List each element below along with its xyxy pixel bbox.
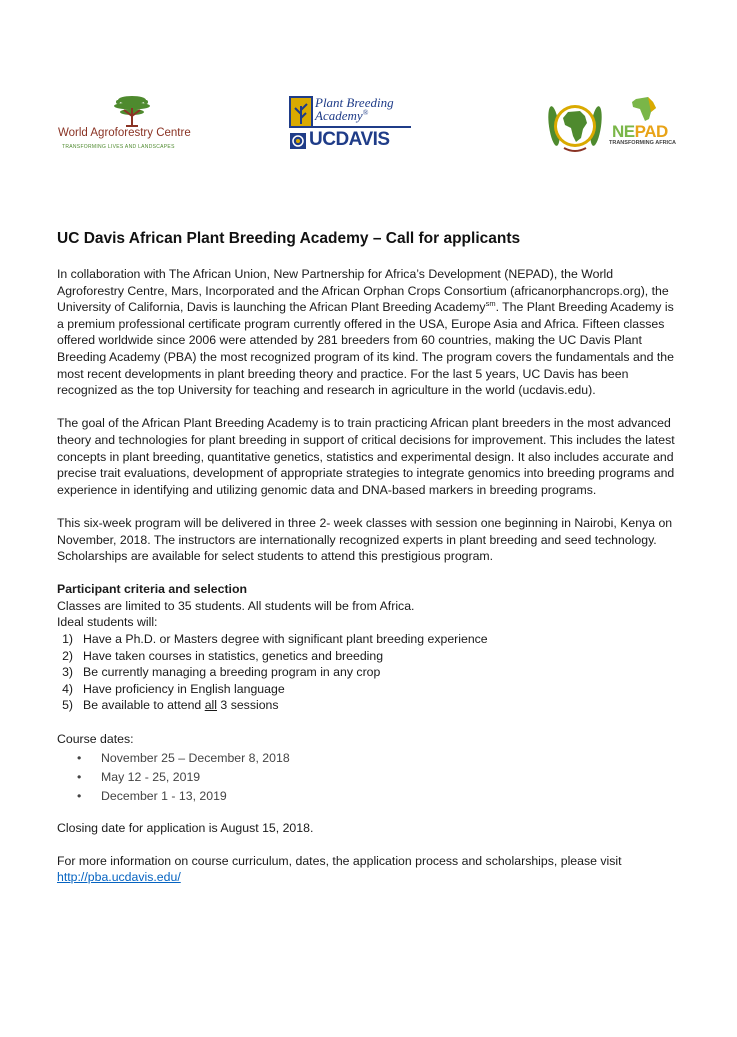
criteria-item (57, 681, 682, 698)
criteria-number: 1) (62, 632, 73, 647)
goal-paragraph: The goal of the African Plant Breeding Academy is to train practicing African plant breeders in the most advanced theory and technologies for plant breeding in support of critical decisions for improvement. This includes the latest concepts in plant breeding, quantitative genetics, statistics and experimental design. It also includes accurate and precise trait evaluations, development of appropriate strategies to integrate genomics into breeding programs and experience in identifying and utilizing genomic data and DNA-based markers in breeding programs. (57, 416, 675, 497)
criteria-list (57, 631, 682, 714)
ucd-seal-icon (290, 133, 306, 149)
criteria-number: 3) (62, 665, 73, 680)
criteria-item (57, 648, 682, 665)
logo-header (0, 92, 737, 162)
course-date-text: May 12 - 25, 2019 (101, 770, 201, 785)
criteria-text-underlined: all (204, 698, 218, 713)
ucdavis-wordmark (309, 129, 390, 151)
program-paragraph: This six-week program will be delivered in three 2- week classes with session one beginning in Nairobi, Kenya on November, 2018. The instructors are internationally recognized experts in plant breeding and seed technology. Scholarships are available for select students to attend this prestigious program. (57, 515, 673, 564)
criteria-text-post: 3 sessions (217, 698, 279, 713)
course-dates-list (57, 749, 682, 805)
criteria-text: Have a Ph.D. or Masters degree with significant plant breeding experience (83, 632, 488, 647)
criteria-heading: Participant criteria and selection (57, 582, 247, 597)
bullet-icon: • (77, 788, 82, 803)
criteria-text: Have taken courses in statistics, genetics and breeding (83, 648, 384, 663)
wac-tagline: TRANSFORMING LIVES AND LANDSCAPES (62, 144, 175, 150)
pba-divider (289, 126, 411, 128)
bullet-icon: • (77, 751, 82, 766)
criteria-intro-text: Ideal students will: (57, 615, 158, 630)
ucd-uc: UC (309, 129, 336, 150)
world-agroforestry-centre-logo (58, 94, 218, 152)
document-title: UC Davis African Plant Breeding Academy – Call for applicants (57, 230, 521, 247)
africa-map-icon (630, 96, 660, 122)
nepad-logo (606, 96, 688, 156)
pba-website-link[interactable]: http://pba.ucdavis.edu/ (57, 870, 181, 885)
nepad-tagline: TRANSFORMING AFRICA (609, 140, 677, 146)
nepad-pad: PAD (634, 122, 668, 141)
criteria-text: Be currently managing a breeding program in any crop (83, 665, 381, 680)
pba-mark: ® (362, 108, 369, 117)
criteria-text: Have proficiency in English language (83, 681, 285, 696)
nepad-ne: NE (612, 122, 635, 141)
course-date-text: November 25 – December 8, 2018 (101, 751, 290, 766)
course-date-item (57, 768, 682, 787)
intro-text-a: In collaboration with The African Union, New Partnership for Africa’s Development (NEPAD), the World Agroforestry Centre, Mars, Incorporated and the African Orphan Crops Consortium (africanorphancrops.org), the University of California, Davis is launching the African Plant Breeding Academy (57, 267, 669, 315)
criteria-text-pre: Be available to attend (83, 698, 205, 713)
intro-paragraph (57, 266, 682, 399)
tree-icon (58, 94, 218, 128)
ucd-davis: DAVIS (335, 129, 390, 150)
wac-name: World Agroforestry Centre (58, 127, 191, 139)
criteria-number: 2) (62, 648, 73, 663)
course-date-item (57, 749, 682, 768)
pba-line1: Plant Breeding (315, 95, 394, 110)
african-union-logo (544, 96, 606, 156)
pba-emblem-icon (289, 96, 313, 128)
pba-line2 (315, 108, 368, 124)
criteria-number: 4) (62, 681, 73, 696)
course-date-item (57, 787, 682, 806)
criteria-item (57, 697, 682, 714)
course-dates-label: Course dates: (57, 731, 134, 746)
criteria-limit-text: Classes are limited to 35 students. All students will be from Africa. (57, 598, 415, 613)
more-info-text: For more information on course curriculum, dates, the application process and scholarships, please visit (57, 853, 622, 868)
plant-breeding-academy-uc-davis-logo (289, 94, 411, 152)
bullet-icon: • (77, 770, 82, 785)
course-date-text: December 1 - 13, 2019 (101, 788, 227, 803)
criteria-number: 5) (62, 698, 73, 713)
intro-superscript: sm (485, 299, 496, 309)
criteria-item (57, 631, 682, 648)
criteria-item (57, 664, 682, 681)
document-body (57, 229, 682, 886)
intro-text-b: . The Plant Breeding Academy is a premium professional certificate program currently offered in the USA, Europe Asia and Africa. Fifteen classes offered worldwide since 2006 were attended by 281 breeders from 60 countries, making the UC Davis Plant Breeding Academy (PBA) the most recognized program of its kind. The program covers the fundamentals and the most recent developments in plant breeding theory and practice. For the last 5 years, UC Davis has been recognized as the top University for teaching and research in agriculture in the world (ucdavis.edu). (57, 300, 674, 398)
african-union-emblem-icon (544, 96, 606, 156)
closing-date-text: Closing date for application is August 15, 2018. (57, 820, 314, 835)
nepad-wordmark (612, 122, 668, 142)
pba-academy: Academy (315, 108, 363, 123)
